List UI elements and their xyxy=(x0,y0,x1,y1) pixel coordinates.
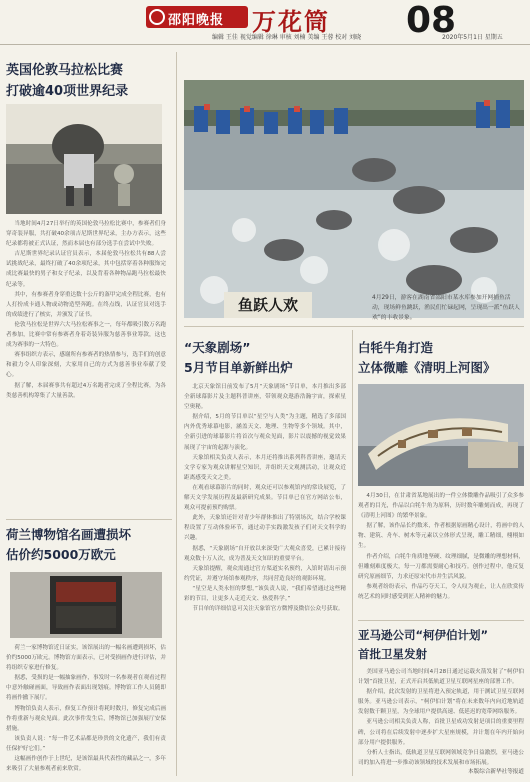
section-title: 万花筒 xyxy=(252,7,330,36)
theater-article xyxy=(184,338,348,378)
painting-headline-line1: 荷兰博物馆名画遭损坏 xyxy=(6,527,132,542)
fish-title-box xyxy=(224,292,312,318)
publication-date: 2020年5月1日 星期五 xyxy=(442,34,503,41)
painting-paragraph: 该负责人说：“每一件艺术品都是珍贵的文化遗产，我们有责任保护好它们。” xyxy=(6,735,166,752)
painting-paragraph: 博物馆负责人表示，修复工作预计将耗时数月，修复完成后画作将重新与观众见面。此次事件发生后，博物馆已加强展厅安保措施。 xyxy=(6,705,166,732)
page-number: 08 xyxy=(406,0,457,41)
theater-paragraph: 天象馆提醒，观众需通过官方渠道实名预约，入馆时请出示预约凭证，并遵守场馆参观秩序，共同营造良好的观影环境。 xyxy=(184,565,346,582)
fish-headline: 鱼跃人欢 xyxy=(237,296,298,314)
carving-illustration xyxy=(358,384,524,486)
editor-credits: 编辑 王佳 视觉编辑 徐琳 审核 刘楠 美编 王蓉 校对 刘晓 xyxy=(212,34,362,41)
painting-paragraph: 荷兰一家博物馆近日证实，该馆展出的一幅名画遭到损坏，估价约5000万欧元。博物馆方面表示，已对受损画作进行评估，并将组织专家进行修复。 xyxy=(6,645,166,672)
theater-headline-line1: “天象剧场” xyxy=(184,340,251,355)
theater-paragraph: 天象馆相关负责人表示，本月还将推出系列科普讲座，邀请天文学专家为观众讲解星空知识，并组织天文观测活动，让观众近距离感受天文之美。 xyxy=(184,454,346,481)
marathon-runner-illustration xyxy=(6,104,162,214)
marathon-body xyxy=(6,219,166,514)
marathon-article xyxy=(6,60,174,102)
qingming-paragraph: 4月30日，在甘肃省某地展出的一件立体微雕作品吸引了众多参观者的目光，作品以白牦牛角为原料，历时数年雕刻而成，再现了《清明上河图》的繁华景象。 xyxy=(358,493,524,520)
theater-paragraph: 节目单的详细信息可关注天象馆官方微博及微信公众号获取。 xyxy=(192,606,344,613)
qingming-photo xyxy=(358,384,524,486)
marathon-headline-line1: 英国伦敦马拉松比赛 xyxy=(6,63,124,78)
marathon-photo xyxy=(6,104,162,214)
section-divider xyxy=(6,519,172,520)
column-divider xyxy=(176,52,177,776)
painting-headline xyxy=(6,525,174,565)
logo-text: 邵阳晚报 xyxy=(168,13,225,28)
qingming-paragraph: 据了解，该作品长约数米，作者根据原画精心设计，将画中的人物、建筑、舟车、树木等元素以立体形式呈现，雕工精细，栩栩如生。 xyxy=(358,523,524,550)
marathon-paragraph: 赛事组织方表示，感谢所有参赛者的热情参与，选手们的创意和毅力令人印象深刻，大家用自己的方式为慈善事业奉献了爱心。 xyxy=(6,352,166,379)
column-divider xyxy=(352,330,353,776)
fish-jumping-illustration xyxy=(184,80,524,318)
theater-body xyxy=(184,382,346,777)
amazon-paragraph: 分析人士指出，低轨道卫星互联网领域竞争日益激烈，亚马逊公司的加入将进一步推动该领域的技术发展和市场拓展。 xyxy=(358,749,524,765)
amazon-headline-line2: 首批卫星发射 xyxy=(358,647,427,661)
damaged-painting-frame xyxy=(50,576,122,634)
theater-paragraph: 据介绍，5月的节目单以“星空与人类”为主题，精选了多部国内外优秀球幕电影，涵盖天文、地理、生物等多个领域。其中，全新引进的球幕影片将首次与观众见面，影片以震撼的视觉效果展现了宇宙的起源与演化。 xyxy=(184,414,346,451)
painting-dark-band xyxy=(56,606,116,628)
marathon-paragraph: 其中，有参赛者身穿重达数十公斤的盔甲完成全程比赛，也有人打扮成卡通人物或动物造型奔跑。在终点线，认证官员对选手的成绩进行了核实，并颁发了证书。 xyxy=(6,291,166,318)
amazon-paragraph: 美国亚马逊公司当地时间4月28日通过运载火箭发射了“柯伊伯计划”首批卫星，正式开启其低轨道卫星互联网星座的部署工作。 xyxy=(358,669,524,686)
painting-body xyxy=(6,643,166,777)
qingming-body xyxy=(358,491,524,615)
marathon-headline-line2: 打破逾40项世界纪录 xyxy=(6,84,129,99)
qingming-headline xyxy=(358,338,526,378)
fish-photo xyxy=(184,80,524,318)
amazon-paragraph: 据介绍，此次发射的卫星将进入预定轨道，用于测试卫星互联网服务。亚马逊公司表示，“柯伊伯计划”将在未来数年内向近地轨道发射数千颗卫星，为全球用户提供高速、低延迟的宽带网络服务。 xyxy=(358,689,524,716)
qingming-article xyxy=(358,338,526,378)
marathon-paragraph: 吉尼斯世界纪录认证官员表示，本届伦敦马拉松共有88人尝试挑战纪录，最终打破了40余项纪录，其中包括穿着各种服饰完成比赛最快的男子和女子纪录，以及背着各种物品跑马拉松最快纪录等。 xyxy=(6,251,166,288)
painting-paragraph: 据悉，受损的是一幅抽象画作，事发时一名参观者在观看过程中意外触碰画面，导致画作表面出现划痕。博物馆工作人员随即将画作撤下展厅。 xyxy=(6,675,166,702)
marathon-paragraph: 据了解，本届赛事共有超过4万名跑者完成了全程比赛，为各类慈善机构筹集了大量善款。 xyxy=(6,382,166,399)
qingming-paragraph: 参观者纷纷表示，作品巧夺天工，令人叹为观止，让人在欣赏传统艺术的同时感受到匠人精神的魅力。 xyxy=(358,583,524,600)
theater-headline xyxy=(184,338,348,378)
marathon-paragraph: 当地时间4月27日举行的英国伦敦马拉松比赛中，参赛者们身穿奇装异服，共打破40余项吉尼斯世界纪录，主办方表示，这些纪录都将被正式认证，然而本届也有部分选手在尝试中失败。 xyxy=(6,221,166,248)
masthead xyxy=(0,0,530,45)
section-divider xyxy=(358,620,524,621)
painting-photo xyxy=(10,572,162,638)
theater-paragraph: 北京天象馆日前发布了5月“天象剧场”节目单，本月推出多部全新球幕影片及主题科普讲座，带领观众遨游浩瀚宇宙，探索星空奥秘。 xyxy=(184,384,346,411)
marathon-paragraph: 伦敦马拉松是世界六大马拉松赛事之一，每年都吸引数万名跑者参加，比赛中常有参赛者身着奇装异服为慈善事业筹款，这也成为赛事的一大特色。 xyxy=(6,321,166,349)
theater-paragraph: “星空是人类永恒的梦想，”该负责人说，“我们希望通过这些精彩的节目，让更多人走近天文、热爱科学。” xyxy=(184,585,346,602)
painting-headline-line2: 估价约5000万欧元 xyxy=(6,547,116,562)
marathon-headline xyxy=(6,60,174,102)
theater-headline-line2: 5月节目单新鲜出炉 xyxy=(184,360,293,375)
amazon-headline-line1: 亚马逊公司“柯伊伯计划” xyxy=(358,628,489,642)
amazon-body xyxy=(358,667,524,765)
amazon-paragraph: 亚马逊公司相关负责人称，首批卫星成功发射是项目的重要里程碑，公司将在后续发射中逐步扩大星座规模，并计划在年内开始向部分用户提供服务。 xyxy=(358,719,524,746)
painting-paragraph: 这幅画作创作于上世纪，是该馆最具代表性的藏品之一，多年来吸引了大量参观者前来欣赏。 xyxy=(6,756,166,773)
theater-paragraph: 在观看球幕影片的同时，观众还可以参观馆内的常设展览，了解天文学发展历程及最新研究成果。节目单已在官方网站公布，观众可提前预约购票。 xyxy=(184,484,346,512)
newspaper-logo xyxy=(146,6,248,28)
painting-red-band xyxy=(56,582,116,602)
qingming-headline-line2: 立体微雕《清明上河图》 xyxy=(358,360,496,375)
painting-article xyxy=(6,525,174,565)
logo-emblem-icon xyxy=(149,9,165,25)
source-note: 本版综合新华社等报道 xyxy=(468,769,524,775)
amazon-article xyxy=(358,626,526,664)
amazon-headline xyxy=(358,626,526,664)
theater-paragraph: 此外，天象馆还针对青少年群体推出了特别场次，结合学校课程设置了互动体验环节，通过动手实践激发孩子们对天文科学的兴趣。 xyxy=(184,515,346,542)
qingming-headline-line1: 白牦牛角打造 xyxy=(358,340,434,355)
section-divider xyxy=(184,326,524,327)
qingming-paragraph: 作者介绍，白牦牛角质地坚硬、纹理细腻，是微雕的理想材料，但雕刻难度极大，每一刀都需要耐心和技巧。创作过程中，他反复研究原画细节，力求还原宋代市井生活风貌。 xyxy=(358,553,524,580)
theater-paragraph: 据悉，“天象剧场”自开放以来深受广大观众喜爱，已累计接待观众数十万人次，成为普及天文知识的重要平台。 xyxy=(184,545,346,562)
fish-caption: 4月29日，游客在湖南省邵阳市某水库参加开网捕鱼活动，现场鲜鱼跳跃，渔民们忙碌起网，呈现出一派“鱼跃人欢”的丰收景象。 xyxy=(372,295,520,321)
